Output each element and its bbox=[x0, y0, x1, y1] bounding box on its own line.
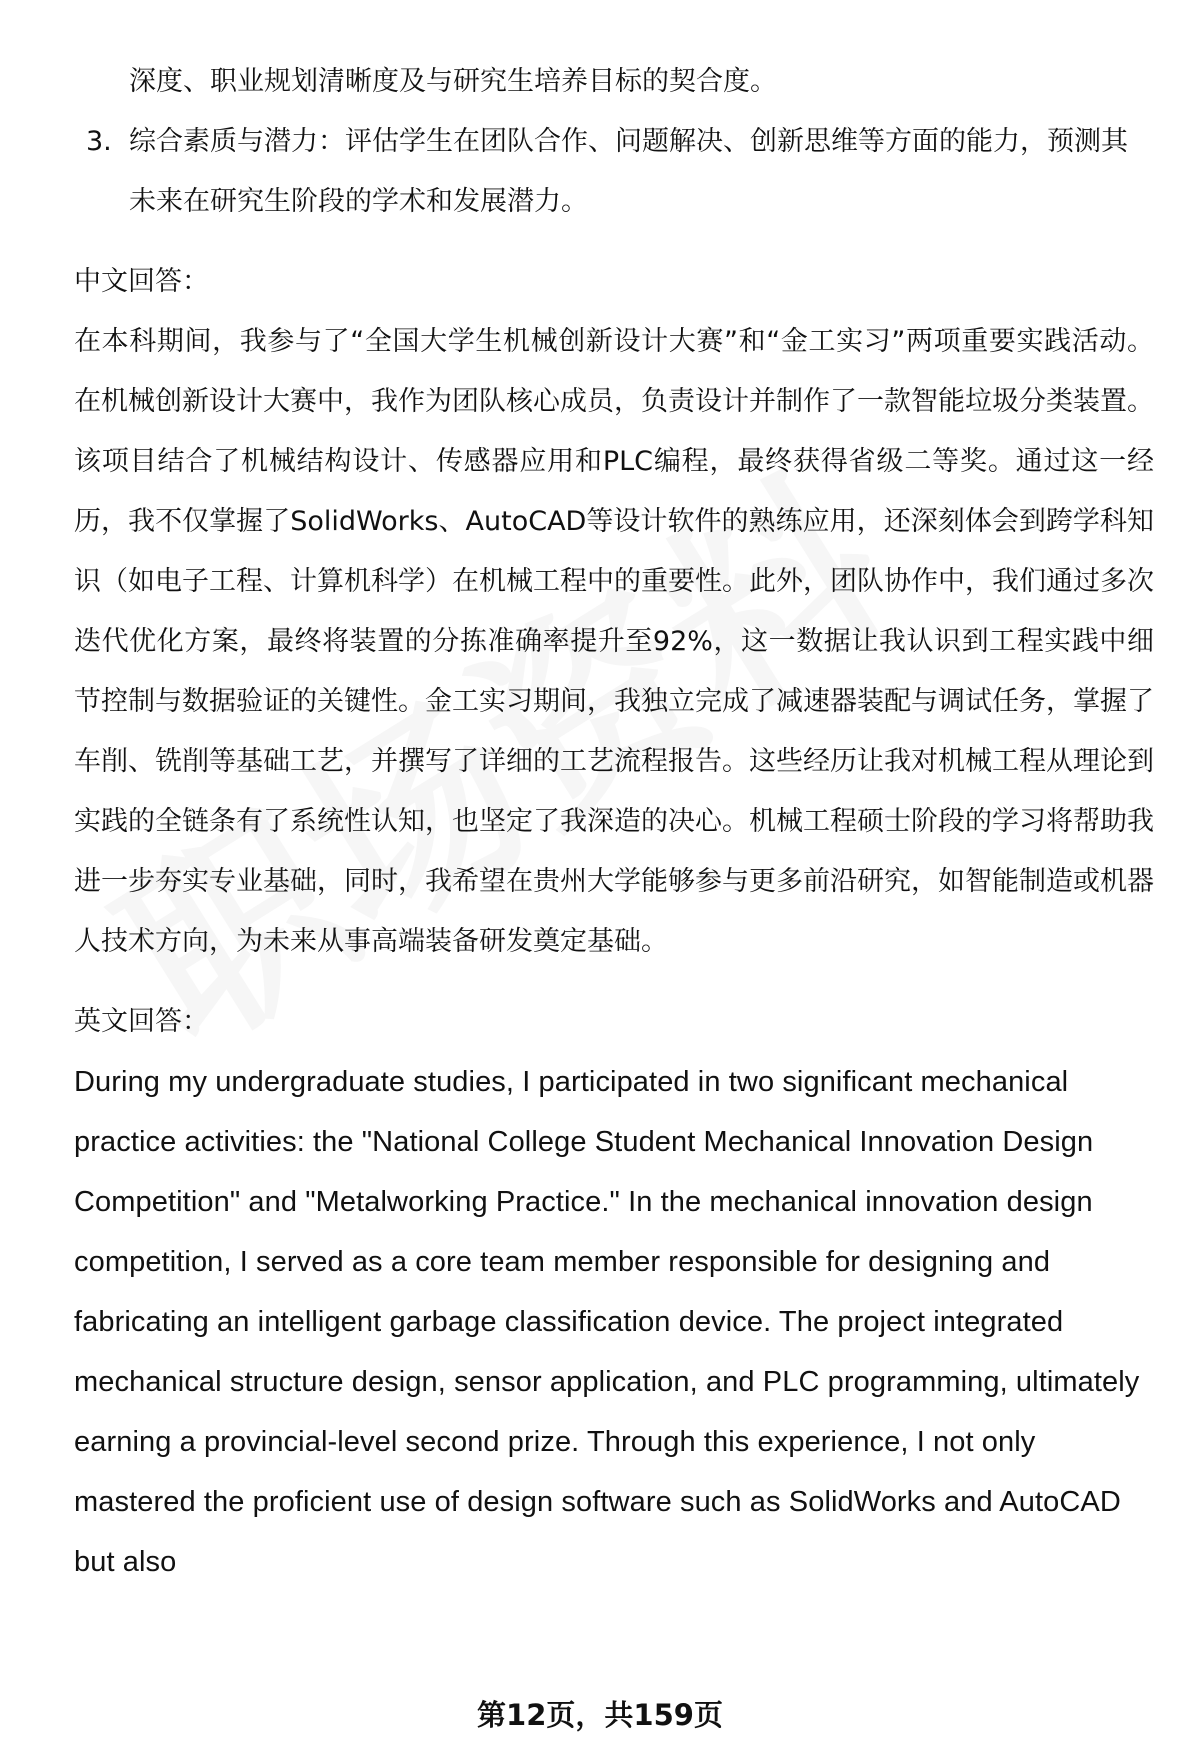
page-number-footer: 第12页，共159页 bbox=[477, 1698, 723, 1732]
chinese-answer-body: 在本科期间，我参与了“全国大学生机械创新设计大赛”和“金工实习”两项重要实践活动。在机械创新设计大赛中，我作为团队核心成员，负责设计并制作了一款智能垃圾分类装置。该项目结合了机械结构设计、传感器应用和PLC编程，最终获得省级二等奖。通过这一经历，我不仅掌握了SolidWorks、AutoCAD等设计软件的熟练应用，还深刻体会到跨学科知识（如电子工程、计算机科学）在机械工程中的重要性。此外，团队协作中，我们通过多次迭代优化方案，最终将装置的分拣准确率提升至92%，这一数据让我认识到工程实践中细节控制与数据验证的关键性。金工实习期间，我独立完成了减速器装配与调试任务，掌握了车削、铣削等基础工艺，并撰写了详细的工艺流程报告。这些经历让我对机械工程从理论到实践的全链条有了系统性认知，也坚定了我深造的决心。机械工程硕士阶段的学习将帮助我进一步夯实专业基础，同时，我希望在贵州大学能够参与更多前沿研究，如智能制造或机器人技术方向，为未来从事高端装备研发奠定基础。 bbox=[74, 326, 1154, 957]
english-answer-body: During my undergraduate studies, I participated in two significant mechanical practice activities: the "National College Student Mechanical Innovation Design Competition" and "Metalworking Practice." In the mechanical innovation design competition, I served as a core team member responsible for designing and fabricating an intelligent garbage classification device. The project integrated mechanical structure design, sensor application, and PLC programming, ultimately earning a provincial-level second prize. Through this experience, I not only mastered the proficient use of design software such as SolidWorks and AutoCAD but also bbox=[74, 1066, 1140, 1578]
document-page bbox=[74, 52, 1154, 1592]
english-answer-heading: 英文回答： bbox=[74, 1006, 209, 1037]
chinese-answer-heading: 中文回答： bbox=[74, 266, 209, 297]
list-item-number: 3. bbox=[86, 126, 112, 157]
list-item-continuation: 深度、职业规划清晰度及与研究生培养目标的契合度。 bbox=[129, 66, 777, 97]
list-item-text: 综合素质与潜力：评估学生在团队合作、问题解决、创新思维等方面的能力，预测其未来在研究生阶段的学术和发展潜力。 bbox=[129, 126, 1128, 217]
list-item-3 bbox=[74, 112, 1154, 232]
